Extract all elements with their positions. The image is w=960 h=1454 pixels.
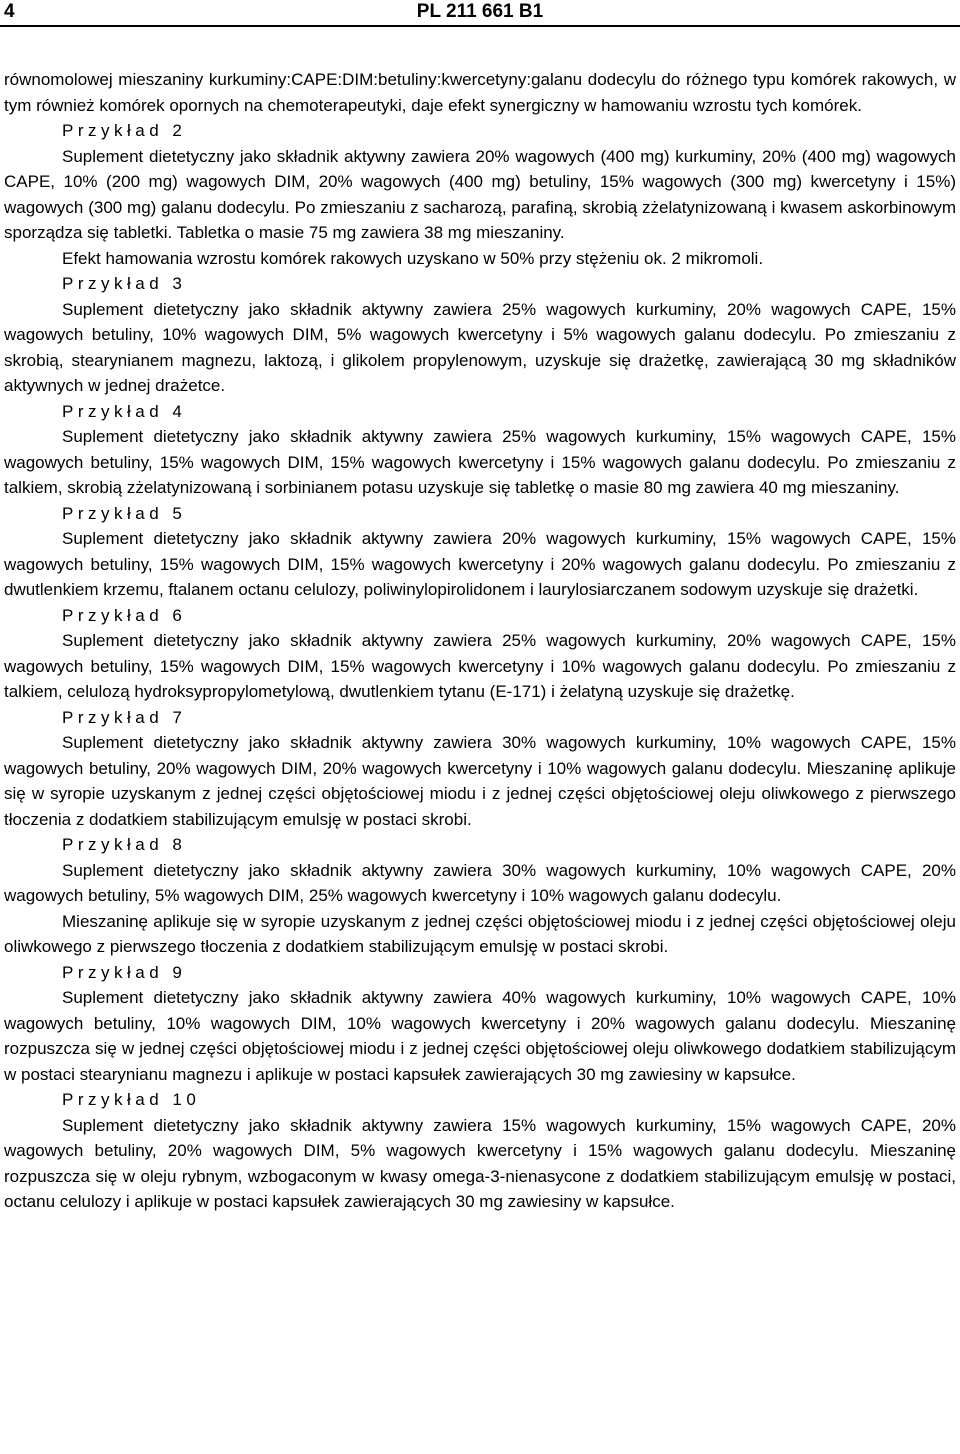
example-section xyxy=(4,118,956,271)
example-heading: Przykład 2 xyxy=(62,121,187,140)
page-number: 4 xyxy=(4,1,15,22)
example-paragraph: Mieszaninę aplikuje się w syropie uzyskanym z jednej części objętościowej miodu i z jednej części objętościowej oleju oliwkowego z pierwszego tłoczenia z dodatkiem stabilizującym emulsję w postaci skrobi. xyxy=(4,911,956,956)
example-section xyxy=(4,603,956,705)
example-section xyxy=(4,960,956,1088)
example-section xyxy=(4,832,956,960)
example-paragraph: Suplement dietetyczny jako składnik aktywny zawiera 30% wagowych kurkuminy, 10% wagowych CAPE, 15% wagowych betuliny, 20% wagowych DIM, 20% wagowych kwercetyny i 10% wagowych galanu dodecylu. Mieszaninę aplikuje się w syropie uzyskanym z jednej części objętościowej miodu i z jednej części objętościowej oleju oliwkowego z pierwszego tłoczenia z dodatkiem stabilizującym emulsję w postaci skrobi. xyxy=(4,733,956,829)
document-id: PL 211 661 B1 xyxy=(416,1,544,22)
example-section xyxy=(4,501,956,603)
example-heading: Przykład 3 xyxy=(62,274,187,293)
document-body xyxy=(4,67,956,1215)
example-heading: Przykład 8 xyxy=(62,835,187,854)
example-heading: Przykład 10 xyxy=(62,1090,201,1109)
example-heading: Przykład 5 xyxy=(62,503,187,523)
example-heading: Przykład 6 xyxy=(62,605,187,625)
example-heading: Przykład 4 xyxy=(62,401,187,421)
example-paragraph: Suplement dietetyczny jako składnik aktywny zawiera 20% wagowych kurkuminy, 15% wagowych CAPE, 15% wagowych betuliny, 15% wagowych DIM, 15% wagowych kwercetyny i 20% wagowych galanu dodecylu. Po zmieszaniu z dwutlenkiem krzemu, ftalanem octanu celulozy, poliwinylopirolidonem i laurylosiarczanem sodowym uzyskuje się drażetki. xyxy=(4,529,956,599)
page-header xyxy=(0,0,960,26)
example-paragraph: Suplement dietetyczny jako składnik aktywny zawiera 30% wagowych kurkuminy, 10% wagowych CAPE, 20% wagowych betuliny, 5% wagowych DIM, 25% wagowych kwercetyny i 10% wagowych galanu dodecylu. xyxy=(4,860,956,905)
example-paragraph: Suplement dietetyczny jako składnik aktywny zawiera 25% wagowych kurkuminy, 15% wagowych CAPE, 15% wagowych betuliny, 15% wagowych DIM, 15% wagowych kwercetyny i 15% wagowych galanu dodecylu. Po zmieszaniu z talkiem, skrobią zżelatynizowaną i sorbinianem potasu uzyskuje się tabletkę o masie 80 mg zawiera 40 mg mieszaniny. xyxy=(4,427,956,497)
example-section xyxy=(4,1087,956,1215)
example-section xyxy=(4,705,956,833)
example-paragraph: Suplement dietetyczny jako składnik aktywny zawiera 15% wagowych kurkuminy, 15% wagowych CAPE, 20% wagowych betuliny, 20% wagowych DIM, 5% wagowych kwercetyny i 15% wagowych galanu dodecylu. Mieszaninę rozpuszcza się w oleju rybnym, wzbogaconym w kwasy omega-3-nienasycone z dodatkiem stabilizującym emulsję w postaci, octanu celulozy i aplikuje w postaci kapsułek zawierających 30 mg zawiesiny w kapsułce. xyxy=(4,1115,956,1211)
example-section xyxy=(4,399,956,501)
example-paragraph: Suplement dietetyczny jako składnik aktywny zawiera 25% wagowych kurkuminy, 20% wagowych CAPE, 15% wagowych betuliny, 15% wagowych DIM, 15% wagowych kwercetyny i 10% wagowych galanu dodecylu. Po zmieszaniu z talkiem, celulozą hydroksypropylometylową, dwutlenkiem tytanu (E-171) i żelatyną uzyskuje się drażetkę. xyxy=(4,631,956,701)
header-rule xyxy=(0,25,960,27)
example-section xyxy=(4,271,956,399)
example-paragraph: Suplement dietetyczny jako składnik aktywny zawiera 25% wagowych kurkuminy, 20% wagowych CAPE, 15% wagowych betuliny, 10% wagowych DIM, 5% wagowych kwercetyny i 5% wagowych galanu dodecylu. Po zmieszaniu z skrobią, stearynianem magnezu, laktozą, i glikolem propylenowym, uzyskuje się drażetkę, zawierającą 30 mg składników aktywnych w jednej drażetce. xyxy=(4,299,956,395)
example-paragraph: Suplement dietetyczny jako składnik aktywny zawiera 20% wagowych (400 mg) kurkuminy, 20% (400 mg) wagowych CAPE, 10% (200 mg) wagowych DIM, 20% wagowych (400 mg) betuliny, 15% wagowych (300 mg) kwercetyny i 15%) wagowych (300 mg) galanu dodecylu. Po zmieszaniu z sacharozą, parafiną, skrobią zżelatynizowaną i kwasem askorbinowym sporządza się tabletki. Tabletka o masie 75 mg zawiera 38 mg mieszaniny. xyxy=(4,146,956,242)
example-paragraph: Efekt hamowania wzrostu komórek rakowych uzyskano w 50% przy stężeniu ok. 2 mikromoli. xyxy=(62,248,764,268)
example-heading: Przykład 9 xyxy=(62,962,187,982)
example-heading: Przykład 7 xyxy=(62,707,187,727)
intro-paragraph: równomolowej mieszaniny kurkuminy:CAPE:DIM:betuliny:kwercetyny:galanu dodecylu do różnego typu komórek rakowych, w tym również komórek opornych na chemoterapeutyki, daje efekt synergiczny w hamowaniu wzrostu tych komórek. xyxy=(4,70,956,115)
example-paragraph: Suplement dietetyczny jako składnik aktywny zawiera 40% wagowych kurkuminy, 10% wagowych CAPE, 10% wagowych betuliny, 10% wagowych DIM, 10% wagowych kwercetyny i 20% wagowych galanu dodecylu. Mieszaninę rozpuszcza się w jednej części objętościowej miodu i z jednej części objętościowej oleju oliwkowego dodatkiem stabilizującym w postaci stearynianu magnezu i aplikuje w postaci kapsułek zawierających 30 mg zawiesiny w kapsułce. xyxy=(4,988,956,1084)
